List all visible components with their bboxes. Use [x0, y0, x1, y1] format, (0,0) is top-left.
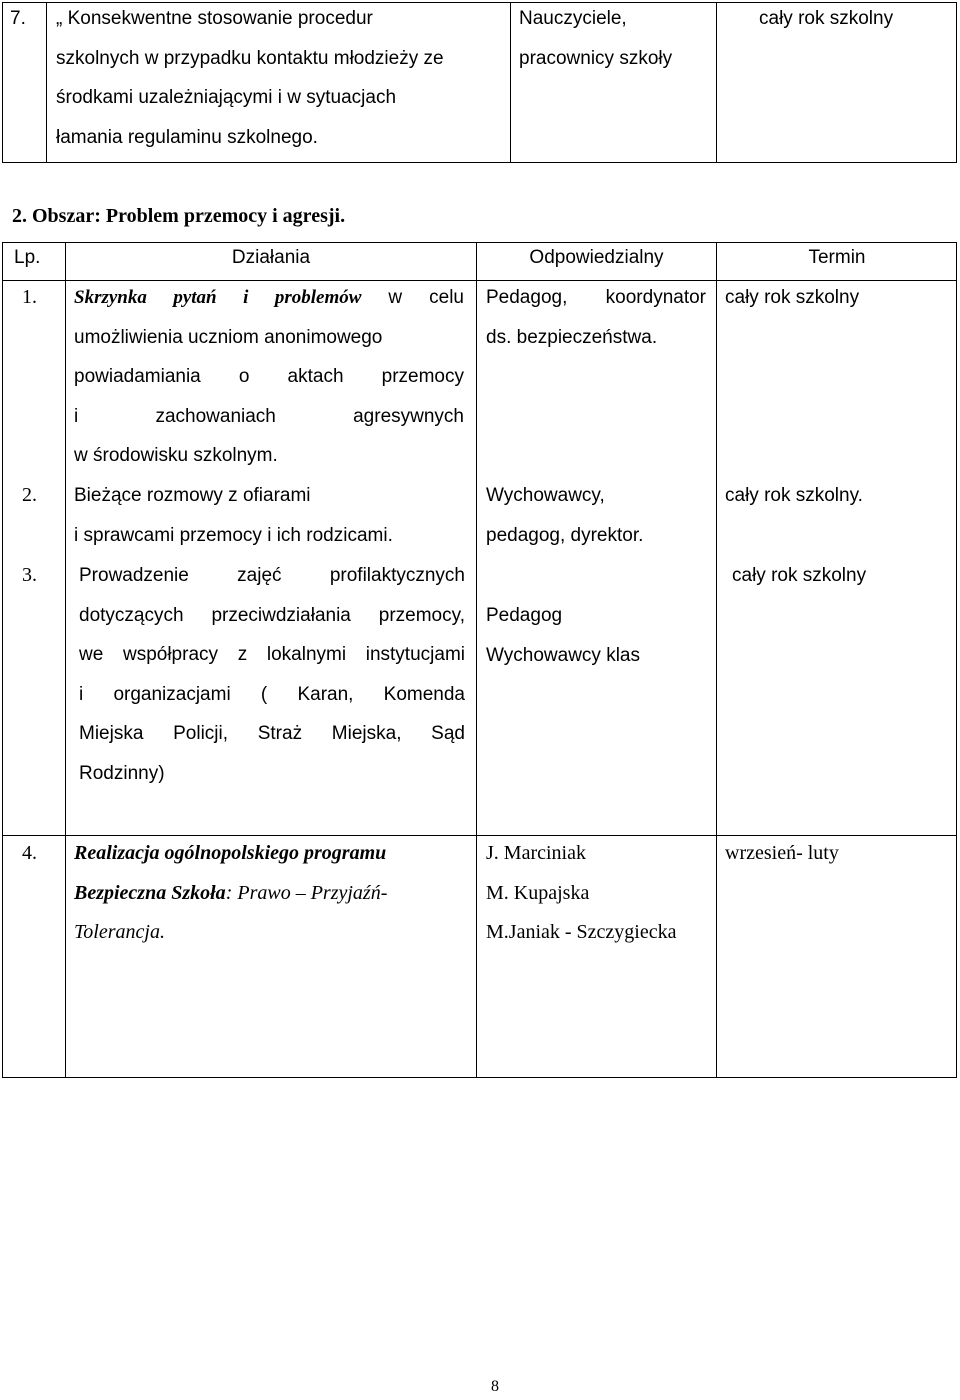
responsible-text — [519, 0, 672, 78]
row-number: 7. — [10, 8, 26, 29]
action-line: powiadamiania o aktach przemocy — [74, 366, 464, 387]
header-action: Działania — [231, 247, 311, 268]
header-term: Termin — [808, 247, 866, 268]
responsible-text — [486, 596, 640, 675]
action-line: środkami uzależniającymi i w sytuacjach — [56, 87, 397, 108]
responsible-text — [486, 278, 706, 357]
term-text: cały rok szkolny — [725, 287, 860, 308]
responsible-line: J. Marciniak — [486, 842, 586, 864]
term-text: wrzesień- luty — [725, 842, 839, 864]
action-line: „ Konsekwentne stosowanie procedur — [56, 8, 373, 29]
action-line: i organizacjami ( Karan, Komenda — [79, 683, 465, 705]
action-line: i zachowaniach agresywnych — [74, 405, 464, 427]
responsible-line: Nauczyciele, — [519, 8, 627, 29]
action-line: umożliwienia uczniom anonimowego — [74, 326, 383, 348]
action-line: w środowisku szkolnym. — [74, 445, 278, 466]
responsible-line: Wychowawcy klas — [486, 644, 640, 666]
action-line — [74, 874, 464, 914]
program-subtitle: : Prawo – Przyjaźń- — [225, 881, 388, 904]
border — [510, 2, 511, 163]
section-heading: 2. Obszar: Problem przemocy i agresji. — [12, 205, 346, 227]
actions-table — [2, 242, 957, 1078]
border — [65, 242, 66, 1078]
responsible-line: Pedagog, koordynator — [486, 287, 706, 308]
border — [716, 2, 717, 163]
action-text — [79, 556, 465, 793]
action-line: Rodzinny) — [79, 762, 165, 784]
responsible-line: M. Kupajska — [486, 881, 590, 904]
action-line: łamania regulaminu szkolnego. — [56, 126, 318, 148]
responsible-line: Pedagog — [486, 605, 563, 626]
action-line: Bieżące rozmowy z ofiarami — [74, 485, 311, 506]
responsible-text — [486, 834, 676, 953]
action-line: we współpracy z lokalnymi instytucjami — [79, 644, 465, 665]
term-text: cały rok szkolny — [732, 565, 867, 586]
term-text: cały rok szkolny. — [725, 485, 863, 506]
program-name: Bezpieczna Szkoła — [74, 881, 226, 904]
responsible-line: pracownicy szkoły — [519, 47, 673, 69]
action-line-rest: w celu — [361, 287, 464, 308]
row-number: 2. — [22, 484, 37, 506]
border — [716, 242, 717, 1078]
action-line — [74, 278, 464, 318]
action-line: Tolerancja. — [74, 921, 165, 943]
action-line: i sprawcami przemocy i ich rodzicami. — [74, 524, 393, 546]
header-responsible: Odpowiedzialny — [529, 247, 664, 268]
responsible-line: ds. bezpieczeństwa. — [486, 326, 658, 348]
responsible-line: pedagog, dyrektor. — [486, 524, 644, 546]
top-table — [2, 2, 957, 163]
responsible-line: M.Janiak - Szczygiecka — [486, 921, 677, 943]
border — [2, 242, 3, 1078]
border — [476, 242, 477, 1078]
row-number: 1. — [22, 286, 37, 308]
action-line: Prowadzenie zajęć profilaktycznych — [79, 565, 465, 586]
page-number: 8 — [491, 1378, 499, 1395]
row-number: 3. — [22, 564, 37, 586]
border — [46, 2, 47, 163]
action-text — [74, 278, 464, 476]
action-line: Miejska Policji, Straż Miejska, Sąd — [79, 723, 465, 744]
border — [2, 2, 3, 163]
action-text — [56, 0, 506, 157]
action-line: Realizacja ogólnopolskiego programu — [74, 842, 387, 864]
border — [2, 162, 957, 163]
action-emphasis: Skrzynka pytań i problemów — [74, 287, 362, 308]
action-line: szkolnych w przypadku kontaktu młodzieży ze — [56, 47, 444, 69]
border — [956, 2, 957, 163]
term-text: cały rok szkolny — [759, 8, 894, 29]
responsible-line: Wychowawcy, — [486, 485, 605, 506]
action-text — [74, 834, 464, 953]
responsible-text — [486, 476, 643, 555]
border — [956, 242, 957, 1078]
row-number: 4. — [22, 842, 37, 864]
action-text — [74, 476, 474, 555]
action-line: dotyczących przeciwdziałania przemocy, — [79, 604, 465, 626]
border — [2, 1077, 957, 1078]
header-lp: Lp. — [14, 247, 41, 268]
